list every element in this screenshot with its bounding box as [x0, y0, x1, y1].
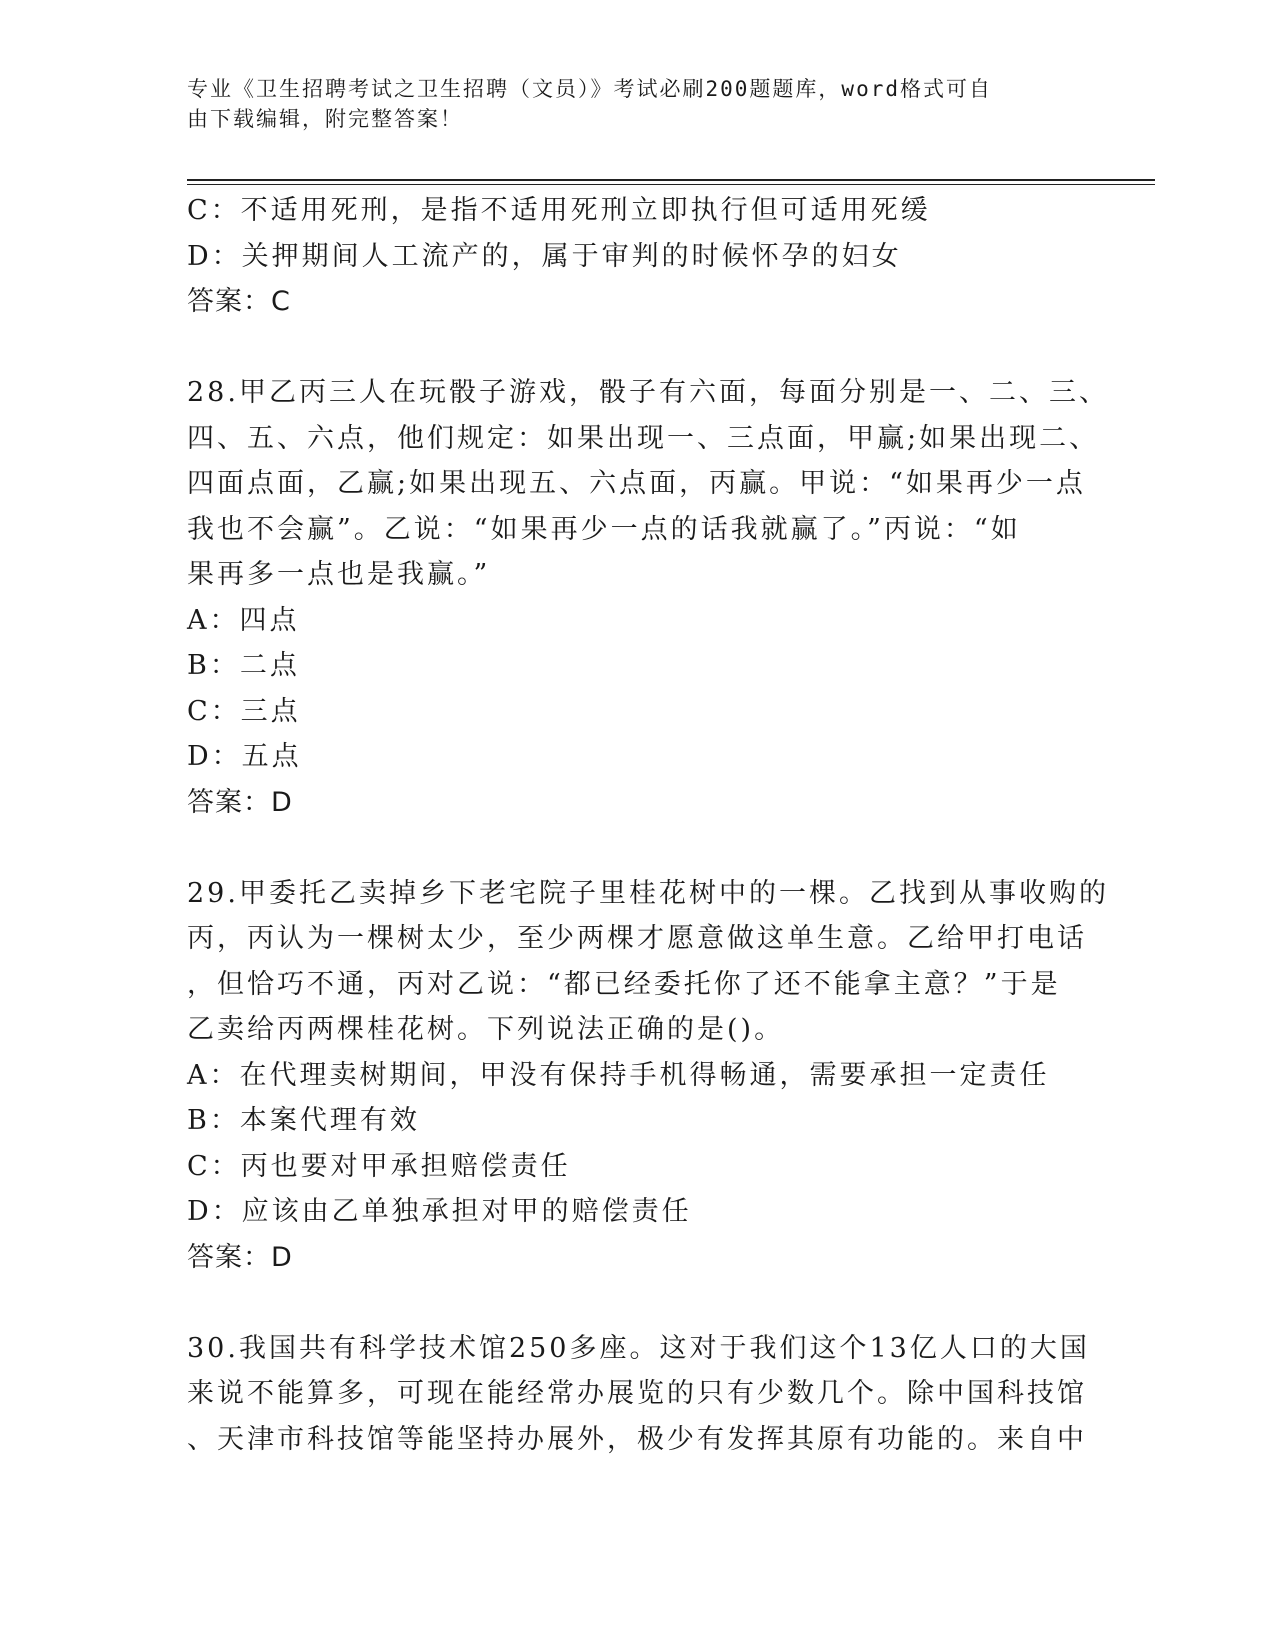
option-c: C：三点	[187, 695, 301, 727]
option-d: D：应该由乙单独承担对甲的赔偿责任	[187, 1196, 692, 1227]
question-stem-line: 28.甲乙丙三人在玩骰子游戏，骰子有六面，每面分别是一、二、三、	[187, 377, 1109, 408]
question-stem-line: 丙，丙认为一棵树太少，至少两棵才愿意做这单生意。乙给甲打电话	[187, 923, 1087, 954]
option-b: B：本案代理有效	[187, 1105, 420, 1136]
question-29	[187, 871, 1109, 1281]
question-stem-line: 四面点面，乙赢;如果出现五、六点面，丙赢。甲说：“如果再少一点	[187, 468, 1086, 499]
previous-question-tail	[187, 188, 1087, 325]
document-body	[187, 188, 1109, 1462]
question-stem-line: ，但恰巧不通，丙对乙说：“都已经委托你了还不能拿主意？”于是	[187, 968, 1061, 1000]
question-stem-line: 30.我国共有科学技术馆250多座。这对于我们这个13亿人口的大国	[187, 1332, 1090, 1364]
option-c: C：不适用死刑，是指不适用死刑立即执行但可适用死缓	[187, 195, 931, 226]
answer-line: 答案：D	[187, 1241, 293, 1273]
question-28	[187, 370, 1109, 825]
question-stem-line: 29.甲委托乙卖掉乡下老宅院子里桂花树中的一棵。乙找到从事收购的	[187, 877, 1109, 909]
option-c: C：丙也要对甲承担赔偿责任	[187, 1150, 571, 1182]
answer-line: 答案：D	[187, 786, 293, 818]
question-stem-line: 果再多一点也是我赢。”	[187, 559, 491, 590]
spacer	[187, 825, 1087, 871]
option-a: A：四点	[187, 604, 300, 636]
header-line-1: 专业《卫生招聘考试之卫生招聘（文员）》考试必刷200题题库，word格式可自	[187, 77, 992, 101]
spacer	[187, 1280, 1087, 1326]
option-b: B：二点	[187, 650, 300, 681]
question-stem-line: 我也不会赢”。乙说：“如果再少一点的话我就赢了。”丙说：“如	[187, 513, 1021, 545]
question-30	[187, 1326, 1090, 1463]
question-stem-line: 、天津市科技馆等能坚持办展外，极少有发挥其原有功能的。来自中	[187, 1423, 1087, 1455]
answer-line: 答案：C	[187, 286, 291, 317]
option-d: D：五点	[187, 741, 302, 772]
question-stem-line: 乙卖给丙两棵桂花树。下列说法正确的是()。	[187, 1014, 785, 1045]
option-d: D：关押期间人工流产的，属于审判的时候怀孕的妇女	[187, 240, 902, 272]
header-line-2: 由下载编辑，附完整答案！	[187, 107, 463, 131]
option-a: A：在代理卖树期间，甲没有保持手机得畅通，需要承担一定责任	[187, 1059, 1050, 1091]
spacer	[187, 325, 1087, 371]
document-header	[187, 74, 1087, 134]
question-stem-line: 来说不能算多，可现在能经常办展览的只有少数几个。除中国科技馆	[187, 1378, 1087, 1409]
question-stem-line: 四、五、六点，他们规定：如果出现一、三点面，甲赢;如果出现二、	[187, 422, 1100, 454]
header-rule-thin	[187, 184, 1155, 185]
header-rule-thick	[187, 179, 1155, 181]
